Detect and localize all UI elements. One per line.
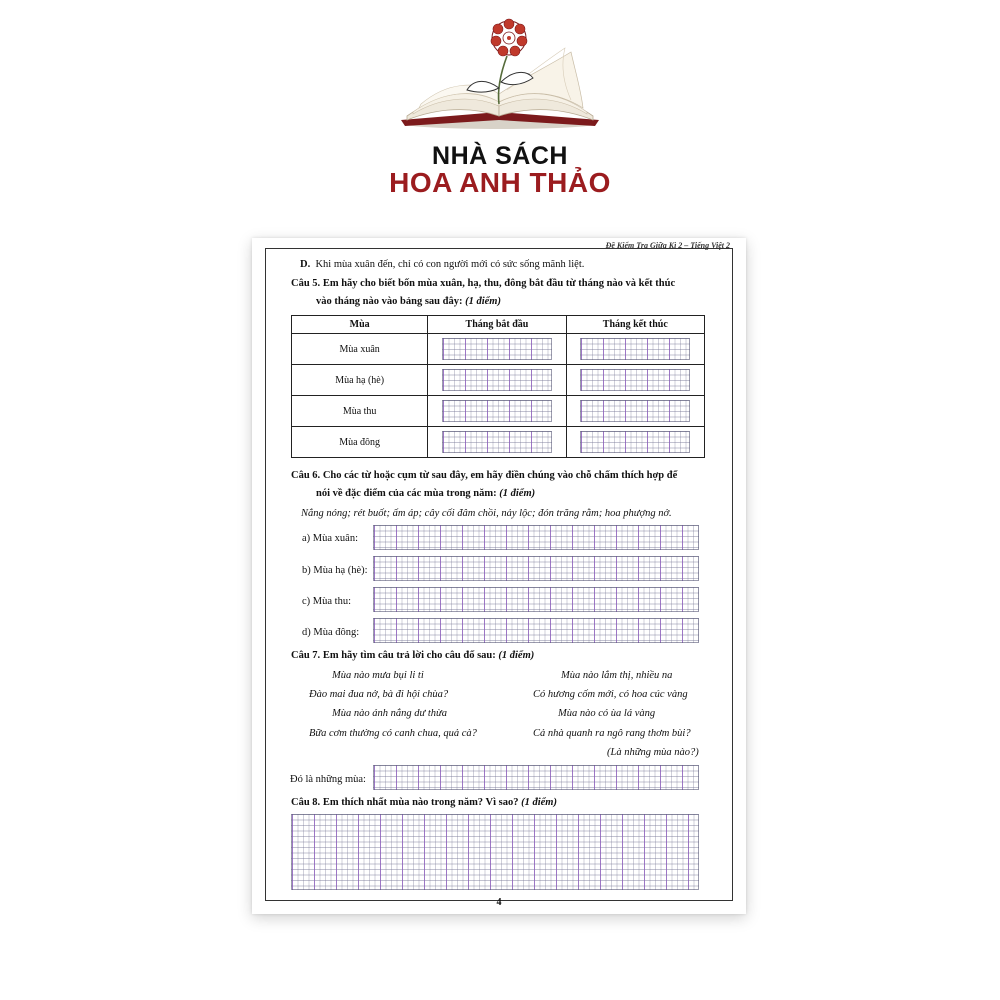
riddle-left-2: Đào mai đua nở, bà đi hội chùa? — [309, 689, 449, 700]
table-row — [292, 396, 705, 427]
q6-text-1: Cho các từ hoặc cụm từ sau đây, em hãy điền chúng vào chỗ chấm thích hợp để — [322, 470, 678, 481]
answer-grid-riddle[interactable] — [373, 765, 699, 790]
q5-points: (1 điểm) — [465, 296, 501, 307]
col-header-start: Tháng bắt đầu — [428, 316, 566, 334]
table-row — [292, 365, 705, 396]
q5-text-2: vào tháng nào vào bảng sau đây: — [316, 296, 463, 307]
q6-line1 — [291, 469, 677, 482]
q6-word-list: Nắng nóng; rét buốt; ấm áp; cây cối đâm chồi, nảy lộc; đón trăng rằm; hoa phượng nở. — [301, 508, 672, 519]
q7-text: Em hãy tìm câu trả lời cho câu đố sau: — [322, 650, 496, 661]
brand-name: NHÀ SÁCH — [432, 142, 568, 170]
book-flower-logo — [395, 8, 605, 130]
table-row — [292, 427, 705, 458]
end-month-cell[interactable] — [566, 334, 704, 365]
col-header-end: Tháng kết thúc — [566, 316, 704, 334]
season-cell: Mùa thu — [292, 396, 428, 427]
table-row — [292, 334, 705, 365]
end-month-cell[interactable] — [566, 396, 704, 427]
q6-points: (1 điểm) — [499, 488, 536, 499]
q8-line — [291, 796, 557, 809]
start-month-cell[interactable] — [428, 365, 566, 396]
start-month-cell[interactable] — [428, 334, 566, 365]
option-d — [300, 258, 584, 271]
season-cell: Mùa hạ (hè) — [292, 365, 428, 396]
answer-grid-spring[interactable] — [373, 525, 699, 550]
q5-label: Câu 5. — [291, 278, 321, 289]
q5-line1 — [291, 277, 675, 290]
page-header: Đề Kiểm Tra Giữa Kì 2 – Tiếng Việt 2 — [605, 241, 730, 250]
q8-label: Câu 8. — [291, 797, 321, 808]
brand-subname: HOA ANH THẢO — [389, 167, 611, 198]
season-cell: Mùa đông — [292, 427, 428, 458]
answer-grid-summer[interactable] — [373, 556, 699, 581]
worksheet-page — [252, 238, 746, 914]
q6-item-a: a) Mùa xuân: — [302, 533, 358, 544]
start-month-cell[interactable] — [428, 396, 566, 427]
end-month-cell[interactable] — [566, 427, 704, 458]
q6-item-c: c) Mùa thu: — [302, 596, 351, 607]
answer-grid-autumn[interactable] — [373, 587, 699, 612]
start-month-cell[interactable] — [428, 427, 566, 458]
end-month-cell[interactable] — [566, 365, 704, 396]
q8-points: (1 điểm) — [521, 797, 557, 808]
q6-line2 — [316, 487, 535, 500]
col-header-season: Mùa — [292, 316, 428, 334]
q5-text-1: Em hãy cho biết bốn mùa xuân, hạ, thu, đông bắt đầu từ tháng nào và kết thúc — [322, 278, 676, 289]
riddle-right-3: Mùa nào có ùa lá vàng — [558, 708, 656, 719]
answer-grid-favorite-season[interactable] — [291, 814, 699, 890]
option-d-text: Khi mùa xuân đến, chỉ có con người mới có sức sống mãnh liệt. — [315, 259, 585, 270]
riddle-closing: (Là những mùa nào?) — [607, 747, 699, 758]
q7-points: (1 điểm) — [498, 650, 535, 661]
q6-item-b: b) Mùa hạ (hè): — [302, 565, 368, 576]
riddle-left-3: Mùa nào ánh nắng dư thừa — [332, 708, 447, 719]
riddle-left-1: Mùa nào mưa bụi li ti — [332, 670, 424, 681]
answer-grid-winter[interactable] — [373, 618, 699, 643]
q5-line2 — [316, 295, 501, 308]
riddle-right-4: Cả nhà quanh ra ngô rang thơm bùi? — [533, 728, 691, 739]
riddle-left-4: Bữa cơm thường có canh chua, quả cà? — [309, 728, 477, 739]
q7-label: Câu 7. — [291, 650, 321, 661]
q6-label: Câu 6. — [291, 470, 321, 481]
q6-item-d: d) Mùa đông: — [302, 627, 360, 638]
q6-text-2: nói về đặc điểm của các mùa trong năm: — [316, 488, 497, 499]
q7-answer-label: Đó là những mùa: — [290, 774, 366, 785]
riddle-right-2: Có hương cốm mới, có hoa cúc vàng — [533, 689, 688, 700]
q8-text: Em thích nhất mùa nào trong năm? Vì sao? — [322, 797, 519, 808]
seasons-table — [291, 315, 705, 458]
season-cell: Mùa xuân — [292, 334, 428, 365]
option-d-label: D. — [300, 259, 311, 270]
riddle-right-1: Mùa nào lắm thị, nhiều na — [561, 670, 673, 681]
q7-line — [291, 649, 534, 662]
table-header-row — [292, 316, 705, 334]
page-number: 4 — [496, 897, 502, 908]
